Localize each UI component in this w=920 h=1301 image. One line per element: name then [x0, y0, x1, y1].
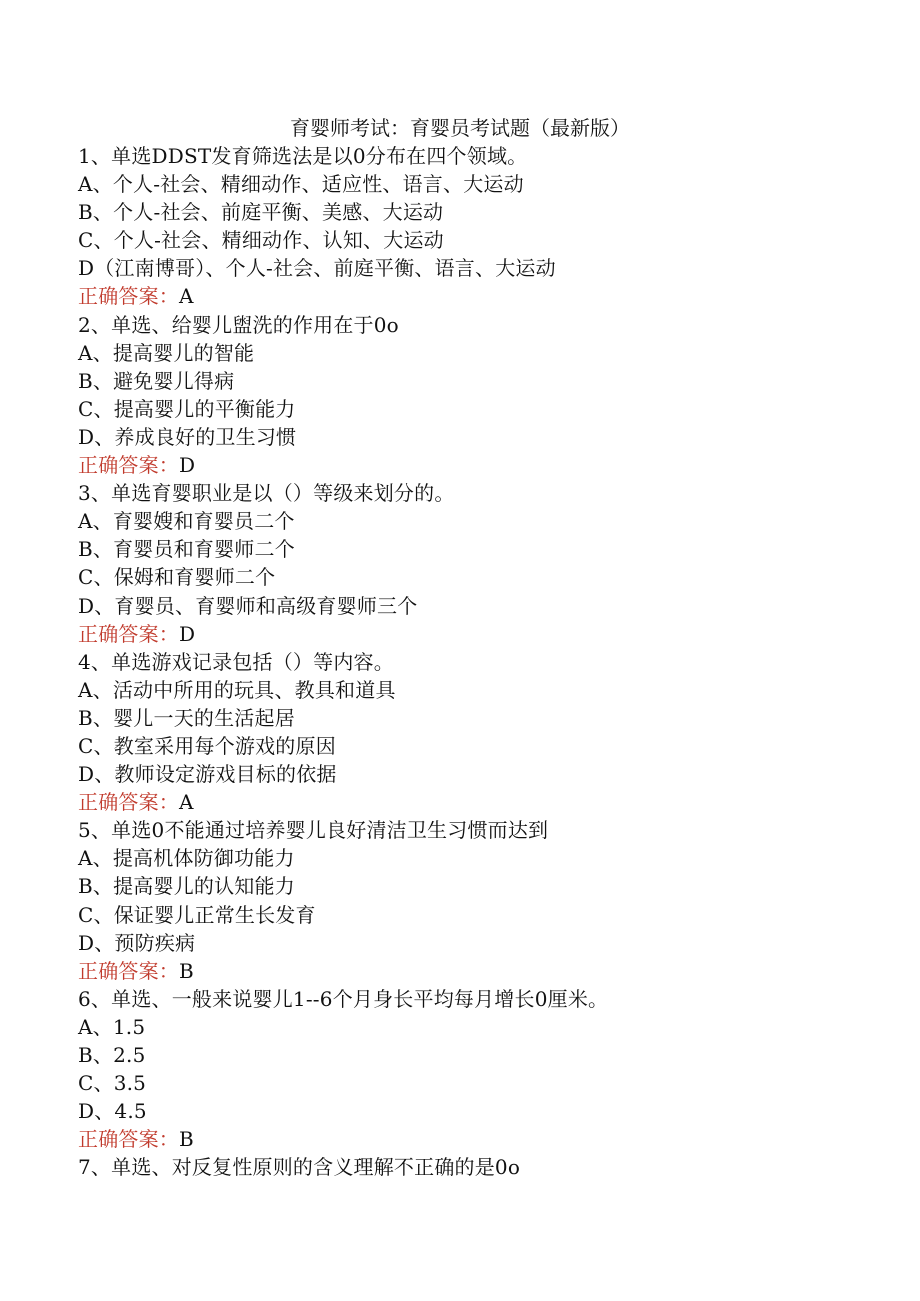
question-option: C、保姆和育婴师二个 — [78, 565, 276, 590]
answer-label: 正确答案： — [78, 790, 179, 815]
answer-value: D — [179, 453, 196, 478]
question-list — [78, 142, 908, 1181]
correct-answer — [78, 1125, 908, 1153]
question-option: B、提高婴儿的认知能力 — [78, 874, 295, 899]
question-option: D、教师设定游戏目标的依据 — [78, 762, 337, 787]
answer-value: A — [179, 790, 194, 815]
question-option: D、预防疾病 — [78, 930, 196, 955]
question-option: C、保证婴儿正常生长发育 — [78, 902, 316, 927]
question-option: C、个人-社会、精细动作、认知、大运动 — [78, 228, 444, 253]
question-option: D、养成良好的卫生习惯 — [78, 424, 297, 449]
correct-answer — [78, 620, 908, 648]
question-option: A、1.5 — [78, 1014, 146, 1039]
question-option: A、活动中所用的玩具、教具和道具 — [78, 677, 396, 702]
question-option: B、避免婴儿得病 — [78, 368, 235, 393]
question-option: A、个人-社会、精细动作、适应性、语言、大运动 — [78, 172, 524, 197]
question-option: C、教室采用每个游戏的原因 — [78, 733, 336, 758]
question-option: A、育婴嫂和育婴员二个 — [78, 509, 295, 534]
question-stem: 3、单选育婴职业是以（）等级来划分的。 — [78, 481, 455, 506]
question-option: B、育婴员和育婴师二个 — [78, 537, 295, 562]
answer-label: 正确答案： — [78, 958, 179, 983]
question-option: C、3.5 — [78, 1071, 147, 1096]
answer-value: B — [179, 1127, 194, 1152]
correct-answer — [78, 282, 908, 310]
question-option: B、婴儿一天的生活起居 — [78, 705, 295, 730]
question-option: A、提高婴儿的智能 — [78, 340, 255, 365]
document-title: 育婴师考试：育婴员考试题（最新版） — [290, 116, 630, 140]
question-stem: 7、单选、对反复性原则的含义理解不正确的是0o — [78, 1155, 521, 1180]
answer-label: 正确答案： — [78, 1127, 179, 1152]
answer-label: 正确答案： — [78, 621, 179, 646]
answer-value: D — [179, 621, 196, 646]
question-option: D、4.5 — [78, 1099, 147, 1124]
question-option: D（江南博哥）、个人-社会、前庭平衡、语言、大运动 — [78, 256, 556, 281]
question-option: A、提高机体防御功能力 — [78, 846, 295, 871]
correct-answer — [78, 788, 908, 816]
question-stem: 5、单选0不能通过培养婴儿良好清洁卫生习惯而达到 — [78, 818, 549, 843]
question-option: B、2.5 — [78, 1043, 146, 1067]
question-option: D、育婴员、育婴师和高级育婴师三个 — [78, 593, 418, 618]
correct-answer — [78, 451, 908, 479]
question-option: C、提高婴儿的平衡能力 — [78, 396, 296, 421]
answer-label: 正确答案： — [78, 453, 179, 478]
question-stem: 6、单选、一般来说婴儿1--6个月身长平均每月增长0厘米。 — [78, 986, 609, 1011]
correct-answer — [78, 957, 908, 985]
answer-label: 正确答案： — [78, 284, 179, 309]
question-option: B、个人-社会、前庭平衡、美感、大运动 — [78, 200, 444, 225]
question-stem: 1、单选DDST发育筛选法是以0分布在四个领域。 — [78, 144, 528, 168]
question-stem: 4、单选游戏记录包括（）等内容。 — [78, 649, 394, 674]
answer-value: B — [179, 958, 194, 983]
answer-value: A — [179, 284, 194, 309]
question-stem: 2、单选、给婴儿盥洗的作用在于0o — [78, 312, 399, 337]
